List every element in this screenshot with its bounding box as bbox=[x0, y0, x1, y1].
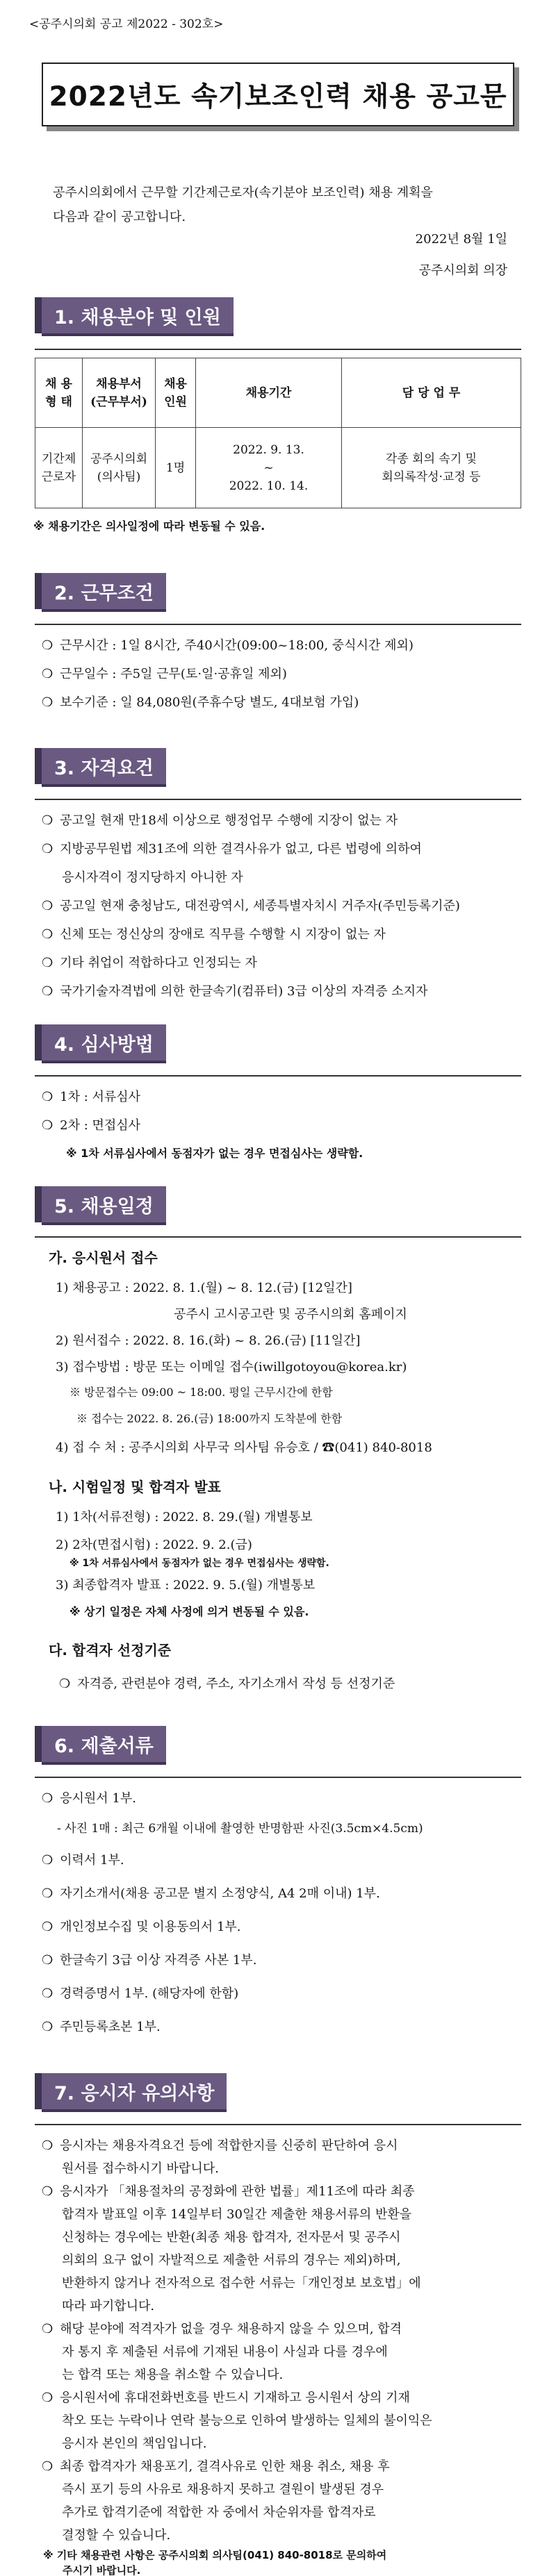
list-item-continuation: 결정할 수 있습니다. bbox=[62, 2528, 171, 2543]
notice-reference: <공주시의회 공고 제2022 - 302호> bbox=[29, 17, 224, 31]
schedule-line: 3) 접수방법 : 방문 또는 이메일 접수(iwillgotoyou@korea.kr) bbox=[56, 1360, 407, 1374]
schedule-line: 3) 최종합격자 발표 : 2022. 9. 5.(월) 개별통보 bbox=[56, 1578, 316, 1593]
page-title: 2022년도 속기보조인력 채용 공고문 bbox=[42, 63, 514, 126]
list-item: ❍ 근무일수 : 주5일 근무(토·일·공휴일 제외) bbox=[42, 664, 287, 682]
schedule-line: 2) 2차(면접시험) : 2022. 9. 2.(금) bbox=[56, 1538, 252, 1552]
section-4-heading: 4. 심사방법 bbox=[35, 1024, 166, 1061]
table-header-cell: 채 용 형 태 bbox=[35, 358, 83, 428]
list-item: ❍ 보수기준 : 일 84,080원(주휴수당 별도, 4대보험 가입) bbox=[42, 692, 359, 711]
table-header-cell: 채용 인원 bbox=[156, 358, 196, 428]
list-item: ❍ 최종 합격자가 채용포기, 결격사유로 인한 채용 취소, 채용 후 bbox=[42, 2457, 390, 2475]
table-header-cell: 담 당 업 무 bbox=[342, 358, 521, 428]
notice-date: 2022년 8월 1일 bbox=[415, 232, 507, 247]
table-header-cell: 채용부서 (근무부서) bbox=[83, 358, 156, 428]
subsection-title: 나. 시험일정 및 합격자 발표 bbox=[49, 1479, 221, 1495]
list-item: ❍ 응시자는 채용자격요건 등에 적합한지를 신중히 판단하여 응시 bbox=[42, 2136, 398, 2154]
note-text: 주시기 바랍니다. bbox=[63, 2564, 141, 2576]
list-item-continuation: 착오 또는 누락이나 연락 불능으로 인하여 발생하는 일체의 불이익은 bbox=[62, 2413, 432, 2428]
note-text: ※ 기타 채용관련 사항은 공주시의회 의사팀(041) 840-8018로 문의하여 bbox=[43, 2549, 387, 2561]
divider bbox=[35, 1777, 521, 1778]
list-item: ❍ 이력서 1부. bbox=[42, 1850, 124, 1868]
schedule-line: 1) 1차(서류전형) : 2022. 8. 29.(월) 개별통보 bbox=[56, 1510, 313, 1524]
list-item-continuation: 응시자 본인의 책임입니다. bbox=[62, 2436, 207, 2451]
list-item-continuation: 는 합격 또는 채용을 취소할 수 있습니다. bbox=[62, 2368, 284, 2382]
section-6-heading: 6. 제출서류 bbox=[35, 1726, 166, 1762]
list-item-continuation: 의회의 요구 없이 자발적으로 제출한 서류의 경우는 제외)하며, bbox=[62, 2253, 401, 2268]
list-item: ❍ 응시자가 「채용절차의 공정화에 관한 법률」제11조에 따라 최종 bbox=[42, 2182, 415, 2200]
list-item: ❍ 2차 : 면접심사 bbox=[42, 1115, 140, 1133]
table-cell: 기간제 근로자 bbox=[35, 428, 83, 508]
divider bbox=[35, 349, 521, 350]
table-cell: 공주시의회 (의사팀) bbox=[83, 428, 156, 508]
intro-line: 다음과 같이 공고합니다. bbox=[53, 210, 186, 224]
list-item: ❍ 공고일 현재 만18세 이상으로 행정업무 수행에 지장이 없는 자 bbox=[42, 811, 398, 829]
list-item-continuation: 반환하지 않거나 전자적으로 접수한 서류는「개인정보 보호법」에 bbox=[62, 2276, 421, 2291]
section-2-heading: 2. 근무조건 bbox=[35, 573, 166, 609]
list-item-continuation: 따라 파기합니다. bbox=[62, 2299, 155, 2313]
list-item: ❍ 자기소개서(채용 공고문 별지 소정양식, A4 2매 이내) 1부. bbox=[42, 1884, 380, 1902]
list-item: ❍ 경력증명서 1부. (해당자에 한함) bbox=[42, 1984, 238, 2002]
table-header-row bbox=[35, 358, 521, 428]
table-cell: 1명 bbox=[156, 428, 196, 508]
list-item: ❍ 해당 분야에 적격자가 없을 경우 채용하지 않을 수 있으며, 합격 bbox=[42, 2319, 402, 2337]
list-item: ❍ 개인정보수집 및 이용동의서 1부. bbox=[42, 1917, 241, 1935]
intro-text bbox=[53, 181, 525, 229]
list-item: ❍ 자격증, 관련분야 경력, 주소, 자기소개서 작성 등 선정기준 bbox=[59, 1674, 395, 1692]
table-row bbox=[35, 428, 521, 508]
notice-org: 공주시의회 의장 bbox=[418, 263, 507, 278]
table-header-cell: 채용기간 bbox=[196, 358, 342, 428]
subsection-title: 가. 응시원서 접수 bbox=[49, 1249, 158, 1266]
divider bbox=[35, 2124, 521, 2125]
recruit-table bbox=[35, 358, 521, 508]
list-item: ❍ 근무시간 : 1일 8시간, 주40시간(09:00~18:00, 중식시간 제외) bbox=[42, 635, 414, 654]
list-item: ❍ 응시원서 1부. bbox=[42, 1788, 136, 1806]
note-text: ※ 채용기간은 의사일정에 따라 변동될 수 있음. bbox=[33, 520, 265, 533]
divider bbox=[35, 799, 521, 800]
section-7-heading: 7. 응시자 유의사항 bbox=[35, 2073, 227, 2109]
list-item-continuation: 응시자격이 정지당하지 아니한 자 bbox=[62, 870, 243, 885]
schedule-line: ※ 접수는 2022. 8. 26.(금) 18:00까지 도착분에 한함 bbox=[76, 1412, 343, 1425]
schedule-line: ※ 방문접수는 09:00 ~ 18:00. 평일 근무시간에 한함 bbox=[70, 1386, 333, 1399]
list-item-continuation: 합격자 발표일 이후 14일부터 30일간 제출한 채용서류의 반환을 bbox=[62, 2207, 412, 2222]
list-item-continuation: 신청하는 경우에는 반환(최종 채용 합격자, 전자문서 및 공주시 bbox=[62, 2230, 401, 2245]
section-3-heading: 3. 자격요건 bbox=[35, 748, 166, 784]
section-5-heading: 5. 채용일정 bbox=[35, 1186, 166, 1222]
list-item: ❍ 1차 : 서류심사 bbox=[42, 1087, 140, 1105]
note-text: ※ 1차 서류심사에서 동점자가 없는 경우 면접심사는 생략함. bbox=[66, 1147, 363, 1160]
divider bbox=[35, 624, 521, 625]
schedule-line: 4) 접 수 처 : 공주시의회 사무국 의사팀 유승호 / ☎(041) 840-8018 bbox=[56, 1440, 432, 1455]
schedule-line: 공주시 고시공고란 및 공주시의회 홈페이지 bbox=[174, 1307, 407, 1322]
list-item: ❍ 주민등록초본 1부. bbox=[42, 2017, 161, 2035]
list-item: ❍ 한글속기 3급 이상 자격증 사본 1부. bbox=[42, 1950, 256, 1968]
list-item: ❍ 공고일 현재 충청남도, 대전광역시, 세종특별자치시 거주자(주민등록기준) bbox=[42, 896, 460, 914]
list-item-continuation: 추가로 합격기준에 적합한 자 중에서 차순위자를 합격자로 bbox=[62, 2505, 376, 2520]
list-item-sub: - 사진 1매 : 최근 6개월 이내에 촬영한 반명함판 사진(3.5cm×4.5cm) bbox=[57, 1822, 423, 1836]
schedule-line: 1) 채용공고 : 2022. 8. 1.(월) ~ 8. 12.(금) [12일간] bbox=[56, 1281, 352, 1295]
intro-line: 공주시의회에서 근무할 기간제근로자(속기분야 보조인력) 채용 계획을 bbox=[53, 185, 433, 200]
table-cell: 2022. 9. 13. ~ 2022. 10. 14. bbox=[196, 428, 342, 508]
table-cell: 각종 회의 속기 및 회의록작성·교정 등 bbox=[342, 428, 521, 508]
list-item: ❍ 기타 취업이 적합하다고 인정되는 자 bbox=[42, 953, 257, 971]
list-item-continuation: 원서를 접수하시기 바랍니다. bbox=[62, 2161, 219, 2176]
note-text: ※ 상기 일정은 자체 사정에 의거 변동될 수 있음. bbox=[70, 1605, 309, 1618]
list-item-continuation: 즉시 포기 등의 사유로 채용하지 못하고 결원이 발생된 경우 bbox=[62, 2482, 384, 2497]
section-1-heading: 1. 채용분야 및 인원 bbox=[35, 297, 234, 333]
note-text: ※ 1차 서류심사에서 동점자가 없는 경우 면접심사는 생략함. bbox=[70, 1558, 329, 1569]
schedule-line: 2) 원서접수 : 2022. 8. 16.(화) ~ 8. 26.(금) [11일간] bbox=[56, 1333, 361, 1348]
divider bbox=[35, 1075, 521, 1077]
list-item: ❍ 신체 또는 정신상의 장애로 직무를 수행할 시 지장이 없는 자 bbox=[42, 924, 386, 942]
list-item-continuation: 자 통지 후 제출된 서류에 기재된 내용이 사실과 다를 경우에 bbox=[62, 2345, 388, 2359]
divider bbox=[35, 1236, 521, 1238]
list-item: ❍ 지방공무원법 제31조에 의한 결격사유가 없고, 다른 법령에 의하여 bbox=[42, 839, 422, 857]
list-item: ❍ 응시원서에 휴대전화번호를 반드시 기재하고 응시원서 상의 기재 bbox=[42, 2388, 410, 2406]
subsection-title: 다. 합격자 선정기준 bbox=[49, 1642, 172, 1659]
list-item: ❍ 국가기술자격법에 의한 한글속기(컴퓨터) 3급 이상의 자격증 소지자 bbox=[42, 981, 427, 999]
